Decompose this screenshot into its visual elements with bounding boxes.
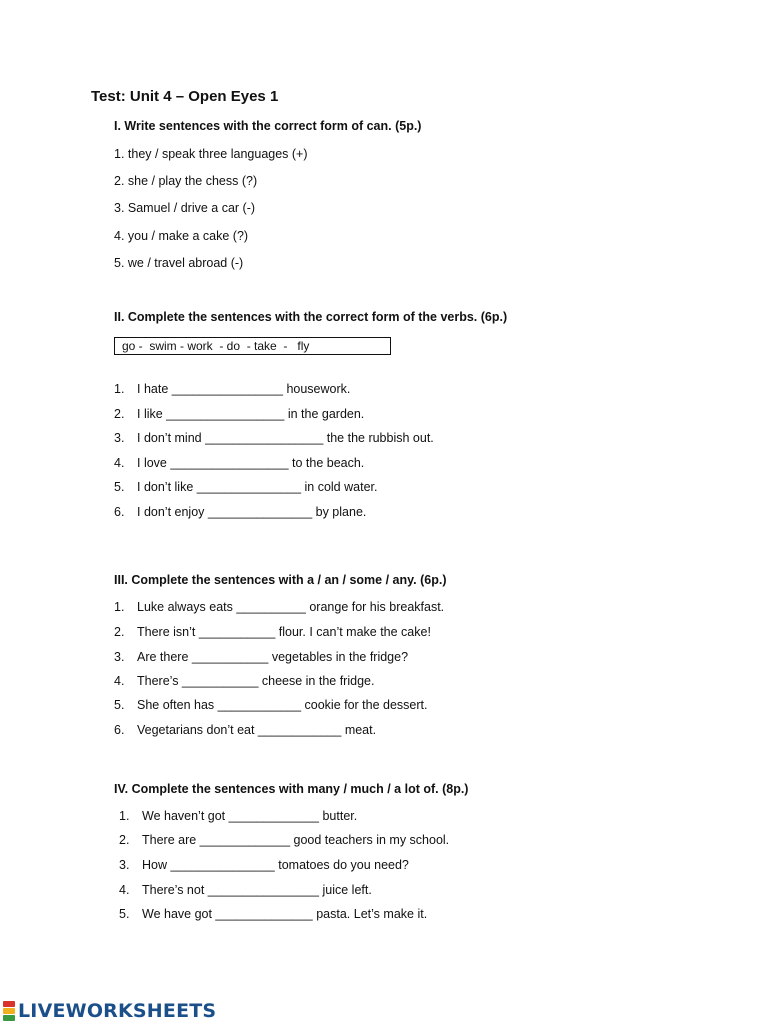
item-number: 3. <box>114 650 125 664</box>
item-number: 3. <box>114 431 125 445</box>
item-text: I hate ________________ housework. <box>137 382 351 396</box>
item-number: 2. <box>114 407 125 421</box>
item-number: 5. <box>119 907 130 921</box>
item-text: I don’t like _______________ in cold water. <box>137 480 378 494</box>
section-1-heading: I. Write sentences with the correct form of can. (5p.) <box>114 119 422 133</box>
item-text: We haven’t got _____________ butter. <box>142 809 358 823</box>
item-text: I don’t enjoy _______________ by plane. <box>137 505 367 519</box>
liveworksheets-logo[interactable] <box>2 998 216 1024</box>
item-number: 6. <box>114 505 125 519</box>
item-text: Are there ___________ vegetables in the fridge? <box>137 650 409 664</box>
item-number: 1. <box>114 600 125 614</box>
section-1-item: 5. we / travel abroad (-) <box>114 256 244 270</box>
section-1-item: 4. you / make a cake (?) <box>114 229 249 243</box>
item-text: I like _________________ in the garden. <box>137 407 365 421</box>
item-text: There’s not ________________ juice left. <box>142 883 372 897</box>
logo-text: LIVEWORKSHEETS <box>18 1000 217 1022</box>
item-text: I love _________________ to the beach. <box>137 456 365 470</box>
section-2-heading: II. Complete the sentences with the correct form of the verbs. (6p.) <box>114 310 508 324</box>
item-number: 4. <box>114 674 125 688</box>
item-text: Luke always eats __________ orange for his breakfast. <box>137 600 445 614</box>
item-number: 5. <box>114 480 125 494</box>
section-3-heading: III. Complete the sentences with a / an / some / any. (6p.) <box>114 573 447 587</box>
item-number: 6. <box>114 723 125 737</box>
section-4-heading: IV. Complete the sentences with many / much / a lot of. (8p.) <box>114 782 469 796</box>
item-text: She often has ____________ cookie for the dessert. <box>137 698 428 712</box>
item-number: 2. <box>114 625 125 639</box>
section-1-item: 2. she / play the chess (?) <box>114 174 258 188</box>
item-text: There are _____________ good teachers in my school. <box>142 833 450 847</box>
item-text: We have got ______________ pasta. Let’s make it. <box>142 907 428 921</box>
section-1-item: 1. they / speak three languages (+) <box>114 147 308 161</box>
item-number: 1. <box>114 382 125 396</box>
item-number: 2. <box>119 833 130 847</box>
word-box: go - swim - work - do - take - fly <box>114 337 391 355</box>
item-text: How _______________ tomatoes do you need? <box>142 858 409 872</box>
item-text: There’s ___________ cheese in the fridge. <box>137 674 375 688</box>
item-number: 1. <box>119 809 130 823</box>
item-text: I don’t mind _________________ the the rubbish out. <box>137 431 434 445</box>
item-text: There isn’t ___________ flour. I can’t make the cake! <box>137 625 431 639</box>
liveworksheets-logo-icon <box>2 1000 16 1022</box>
item-number: 3. <box>119 858 130 872</box>
item-text: Vegetarians don’t eat ____________ meat. <box>137 723 377 737</box>
item-number: 4. <box>114 456 125 470</box>
section-1-item: 3. Samuel / drive a car (-) <box>114 201 256 215</box>
page-title: Test: Unit 4 – Open Eyes 1 <box>91 88 279 105</box>
item-number: 5. <box>114 698 125 712</box>
item-number: 4. <box>119 883 130 897</box>
